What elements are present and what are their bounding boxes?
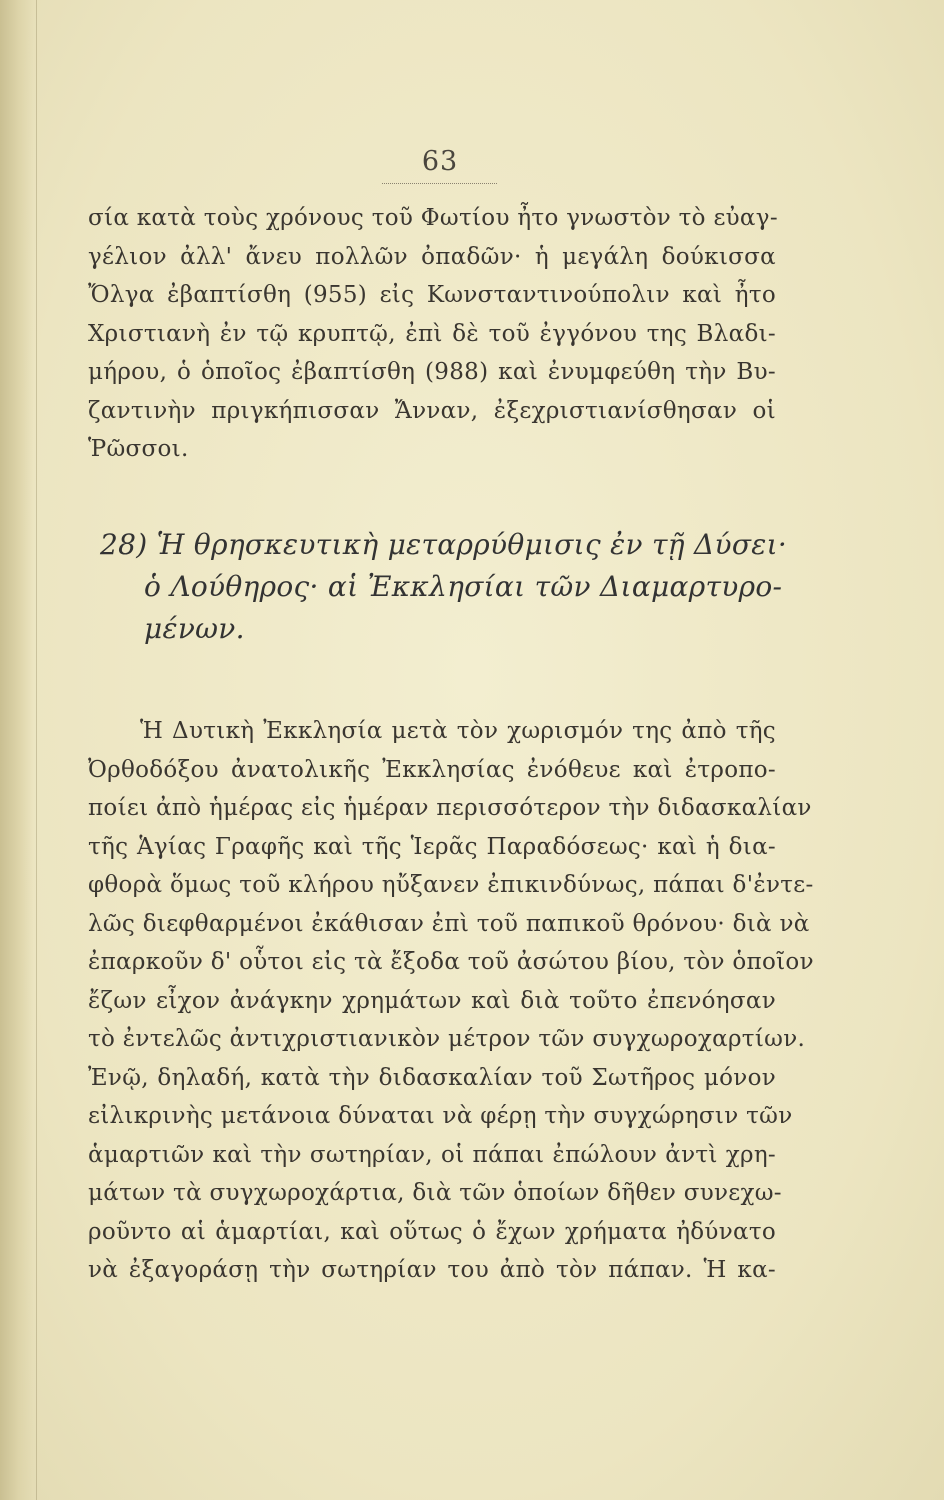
text-line: ροῦντο αἱ ἁμαρτίαι, καὶ οὕτως ὁ ἔχων χρήματα ἠδύνατο xyxy=(88,1218,776,1245)
text-line: εἰλικρινὴς μετάνοια δύναται νὰ φέρῃ τὴν συγχώρησιν τῶν xyxy=(88,1103,793,1129)
text-line: γέλιον ἀλλ' ἄνευ πολλῶν ὀπαδῶν· ἡ μεγάλη δούκισσα xyxy=(88,243,776,270)
text-line: ἁμαρτιῶν καὶ τὴν σωτηρίαν, οἱ πάπαι ἐπώλουν ἀντὶ χρη- xyxy=(88,1141,776,1168)
paragraph-1 xyxy=(88,199,776,469)
text-line: Ὀρθοδόξου ἀνατολικῆς Ἐκκλησίας ἐνόθευε καὶ ἐτροπο- xyxy=(88,756,776,783)
text-line: Χριστιανὴ ἐν τῷ κρυπτῷ, ἐπὶ δὲ τοῦ ἐγγόνου της Βλαδι- xyxy=(88,320,776,347)
page-number: 63 xyxy=(421,146,459,177)
heading-line: 28) Ἡ θρησκευτικὴ μεταρρύθμισις ἐν τῇ Δύσει· xyxy=(100,528,788,561)
text-line: σία κατὰ τοὺς χρόνους τοῦ Φωτίου ἦτο γνωστὸν τὸ εὐαγ- xyxy=(88,205,778,231)
page-number-rule xyxy=(382,183,497,184)
binding-shadow xyxy=(0,0,34,1500)
text-line: Ἐνῷ, δηλαδή, κατὰ τὴν διδασκαλίαν τοῦ Σωτῆρος μόνον xyxy=(88,1064,776,1091)
text-line: μήρου, ὁ ὁποῖος ἐβαπτίσθη (988) καὶ ἐνυμφεύθη τὴν Βυ- xyxy=(88,359,776,385)
text-line: ἔζων εἶχον ἀνάγκην χρημάτων καὶ διὰ τοῦτο ἐπενόησαν xyxy=(88,987,776,1014)
paragraph-2 xyxy=(88,712,814,1290)
text-line: λῶς διεφθαρμένοι ἐκάθισαν ἐπὶ τοῦ παπικοῦ θρόνου· διὰ νὰ xyxy=(88,910,810,937)
text-line: ποίει ἀπὸ ἡμέρας εἰς ἡμέραν περισσότερον τὴν διδασκαλίαν xyxy=(88,795,812,821)
text-line: Ἡ Δυτικὴ Ἐκκλησία μετὰ τὸν χωρισμόν της ἀπὸ τῆς xyxy=(140,718,776,744)
text-line: τῆς Ἁγίας Γραφῆς καὶ τῆς Ἱερᾶς Παραδόσεως· καὶ ἡ δια- xyxy=(88,833,776,860)
text-line: ζαντινὴν πριγκήπισσαν Ἄνναν, ἐξεχριστιανίσθησαν οἱ xyxy=(88,397,776,424)
text-line: φθορὰ ὅμως τοῦ κλήρου ηὔξανεν ἐπικινδύνως, πάπαι δ'ἐντε- xyxy=(88,872,814,898)
text-line: τὸ ἐντελῶς ἀντιχριστιανικὸν μέτρον τῶν συγχωροχαρτίων. xyxy=(88,1026,806,1052)
text-line: μάτων τὰ συγχωροχάρτια, διὰ τῶν ὁποίων δῆθεν συνεχω- xyxy=(88,1180,782,1206)
text-line: νὰ ἐξαγοράσῃ τὴν σωτηρίαν του ἀπὸ τὸν πάπαν. Ἡ κα- xyxy=(88,1257,776,1283)
text-line: Ὄλγα ἐβαπτίσθη (955) εἰς Κωνσταντινούπολιν καὶ ἦτο xyxy=(88,282,776,308)
text-line: ἐπαρκοῦν δ' οὗτοι εἰς τὰ ἔξοδα τοῦ ἀσώτου βίου, τὸν ὁποῖον xyxy=(88,949,814,975)
page-edge-line xyxy=(36,0,37,1500)
heading-line: μένων. xyxy=(144,612,245,645)
heading-line: ὁ Λούθηρος· αἱ Ἐκκλησίαι τῶν Διαμαρτυρο- xyxy=(144,570,783,603)
section-heading xyxy=(100,524,788,650)
text-line: Ῥῶσσοι. xyxy=(88,436,189,462)
